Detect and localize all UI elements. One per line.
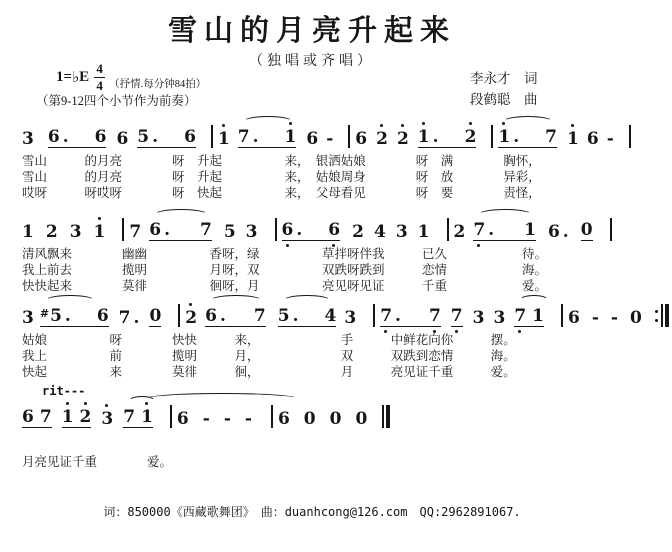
note: 6 (355, 129, 368, 149)
note: 6 (184, 127, 196, 147)
note-line (22, 211, 617, 241)
note: 6 . (282, 222, 329, 241)
note: 4 (324, 306, 337, 326)
note: 1 (524, 220, 536, 240)
note: # 5 . (40, 308, 97, 327)
music-system-2 (22, 211, 617, 294)
octave-dot-above (469, 122, 472, 125)
octave-dot-above (222, 124, 225, 127)
barline (275, 218, 277, 241)
note: 6 (277, 409, 290, 429)
note: 3 (472, 308, 485, 328)
key-prefix: 1= (56, 68, 73, 85)
sharp-sign: # (39, 307, 50, 320)
note: 5 . (137, 129, 184, 148)
augmentation-dot: . (133, 308, 140, 328)
song-subtitle: （独唱或齐唱） (249, 54, 375, 69)
meter-top: 4 (96, 61, 103, 76)
augmentation-dot: . (296, 220, 303, 240)
octave-dot-above (84, 402, 87, 405)
slur-arc (519, 295, 549, 306)
barline (610, 218, 612, 241)
note: - (244, 409, 252, 429)
note: 7 (39, 407, 52, 427)
augmentation-dot: . (152, 127, 159, 147)
slur-arc (503, 116, 553, 127)
note: 3 (22, 308, 34, 328)
octave-dot-above (380, 124, 383, 127)
note: 2 (453, 222, 466, 242)
note: 6 (22, 409, 40, 428)
note: 3 (344, 308, 357, 328)
slur-arc (478, 209, 532, 220)
octave-dot-below (286, 244, 289, 247)
octave-dot-above (189, 303, 192, 306)
augmentation-dot: . (513, 127, 520, 147)
note: 0 (355, 409, 368, 429)
barline (491, 125, 493, 148)
octave-dot-above (422, 122, 425, 125)
lyric-row: 月亮见证千重 爱。 (22, 455, 173, 469)
slur-arc (243, 116, 293, 127)
note: 7 . (118, 308, 140, 328)
note: 6 (586, 129, 599, 149)
note: - (610, 308, 618, 328)
lyric-row: 我上前去 揽明 月呀，双 双跌呀跌到 恋情 海。 (22, 263, 548, 277)
contact-footer: 词：850000《西藏歌舞团》 曲：duanhcong@126.com QQ:2962891067. (103, 505, 521, 519)
note: 7 . (380, 308, 429, 327)
note: 6 (96, 306, 109, 326)
slur-arc (210, 295, 262, 306)
octave-dot-below (433, 330, 436, 333)
note: 0 (329, 409, 342, 429)
final-barline (382, 405, 390, 428)
augmentation-dot: . (164, 220, 170, 240)
note: 2 (465, 129, 477, 148)
barline (211, 125, 213, 148)
note: 0 (303, 409, 316, 429)
augmentation-dot: . (395, 306, 401, 326)
note: 7 (129, 222, 142, 242)
note: 1 . (498, 129, 545, 148)
augmentation-dot: . (64, 306, 71, 326)
note: 5 (223, 222, 236, 242)
note: 6 (306, 129, 319, 149)
note: 2 (80, 409, 92, 428)
octave-dot-above (289, 122, 292, 125)
note: 3 (22, 129, 34, 149)
key-signature-block (56, 62, 206, 92)
slur-arc (283, 295, 331, 306)
lyric-row: 雪山 的月亮 呀 升起 来， 姑娘周身 呀 放 异彩， (22, 170, 541, 184)
lyric-row: 快起 来 莫徘 徊， 月 亮见证千重 爱。 (22, 365, 516, 379)
note: 1 (218, 131, 230, 148)
note: 1 . (418, 129, 465, 148)
lyric-row: 雪山 的月亮 呀 升起 来， 银洒姑娘 呀 满 胸怀， (22, 154, 541, 168)
note: - (606, 129, 614, 149)
note: 1 (141, 409, 153, 428)
augmentation-dot: . (252, 127, 259, 147)
note: 3 (101, 411, 113, 428)
augmentation-dot: . (219, 306, 226, 326)
note: 1 (285, 129, 297, 148)
lyricist-credit: 李永才 词 (470, 71, 538, 86)
key-signature (56, 62, 105, 92)
note: - (202, 409, 210, 429)
note: 6 . (48, 129, 95, 148)
note: 0 (149, 306, 162, 326)
octave-dot-above (401, 124, 404, 127)
barline (271, 405, 273, 428)
barline (348, 125, 350, 148)
note: 2 (45, 222, 58, 242)
octave-dot-above (66, 402, 69, 405)
note: 2 (397, 131, 409, 148)
note: 1 (94, 224, 106, 241)
note-line (22, 118, 636, 148)
note: 4 (373, 222, 386, 242)
augmentation-dot: . (562, 222, 569, 242)
note: 3 (395, 222, 408, 242)
music-system-1 (22, 118, 636, 201)
ritardando-marking: rit--- (42, 384, 86, 398)
lyrics-block (22, 332, 672, 380)
flat-sign: ♭ (72, 69, 80, 86)
lyric-row: 姑娘 呀 快快 来， 手 中鲜花向你 摆。 (22, 333, 516, 347)
meter-bottom: 4 (96, 77, 103, 93)
note-line (22, 297, 672, 327)
note: 7 . (473, 222, 524, 241)
barline (122, 218, 124, 241)
lyric-row: 清风飘来 幽幽 香呀，绿 草拌呀伴我 已久 待。 (22, 247, 548, 261)
note: 7 (429, 308, 441, 327)
repeat-end-barline (655, 304, 669, 327)
note: 1 (22, 222, 34, 242)
note: 7 (545, 127, 558, 147)
octave-dot-above (105, 404, 108, 407)
lyrics-block (22, 153, 636, 201)
octave-dot-above (98, 217, 101, 220)
note: 6 . (149, 222, 200, 241)
barline (178, 304, 180, 327)
note: 2 (185, 310, 197, 327)
augmentation-dot: . (432, 127, 439, 147)
note: - (223, 409, 231, 429)
lyric-row: 哎呀 呀哎呀 呀 快起 来， 父母看见 呀 要 责怪， (22, 186, 541, 200)
note: 2 (376, 131, 388, 148)
note: 0 (580, 220, 593, 240)
note: 7 . (238, 129, 285, 148)
lyrics-block (22, 454, 393, 470)
note: 5 . (278, 308, 325, 327)
note: 6 (176, 409, 189, 429)
slur-arc (45, 295, 95, 306)
note: 0 (629, 308, 642, 328)
song-title: 雪山的月亮升起来 (167, 15, 456, 47)
time-signature (94, 62, 105, 92)
note: 2 (352, 222, 364, 242)
note: 6 (94, 127, 107, 147)
note: 1 (417, 222, 430, 242)
prelude-note: （第9-12四个小节作为前奏） (36, 94, 197, 108)
note: 7 (514, 308, 532, 327)
barline (629, 125, 631, 148)
note: 7 (123, 409, 141, 428)
music-system-3 (22, 297, 672, 380)
note: 6 . (547, 222, 569, 242)
note: - (591, 308, 599, 328)
note: 1 (62, 409, 80, 428)
lyrics-block (22, 246, 617, 294)
barline (170, 405, 172, 428)
note: 3 (245, 222, 258, 242)
slur-arc (154, 209, 208, 220)
note: 6 (116, 129, 129, 149)
note-line (22, 398, 393, 428)
note: 7 (253, 306, 266, 326)
note: 1 (567, 131, 579, 148)
music-system-4 (22, 398, 393, 470)
barline (373, 304, 375, 327)
augmentation-dot: . (292, 306, 299, 326)
note: 6 (568, 308, 580, 328)
key-letter: E (79, 68, 90, 85)
slur-arc (146, 393, 298, 404)
octave-dot-above (571, 124, 574, 127)
barline (561, 304, 563, 327)
credits-block (470, 68, 538, 110)
note: 7 (451, 308, 463, 327)
lyric-row: 我上 前 揽明 月， 双 双跌到恋情 海。 (22, 349, 516, 363)
note: 3 (493, 308, 506, 328)
note: 3 (69, 222, 82, 242)
augmentation-dot: . (62, 127, 69, 147)
note: 6 (328, 222, 340, 241)
note: 6 . (205, 308, 254, 327)
tempo-marking: （抒情.每分钟84拍） (109, 79, 207, 91)
augmentation-dot: . (488, 220, 495, 240)
note: 7 (199, 220, 212, 240)
note: 1 (532, 306, 545, 326)
octave-dot-below (455, 330, 458, 333)
barline (447, 218, 449, 241)
note: - (326, 129, 334, 149)
lyric-row: 快快起来 莫徘 徊呀，月 亮见呀见证 千重 爱。 (22, 279, 548, 293)
composer-credit: 段鹤聪 曲 (470, 92, 538, 107)
